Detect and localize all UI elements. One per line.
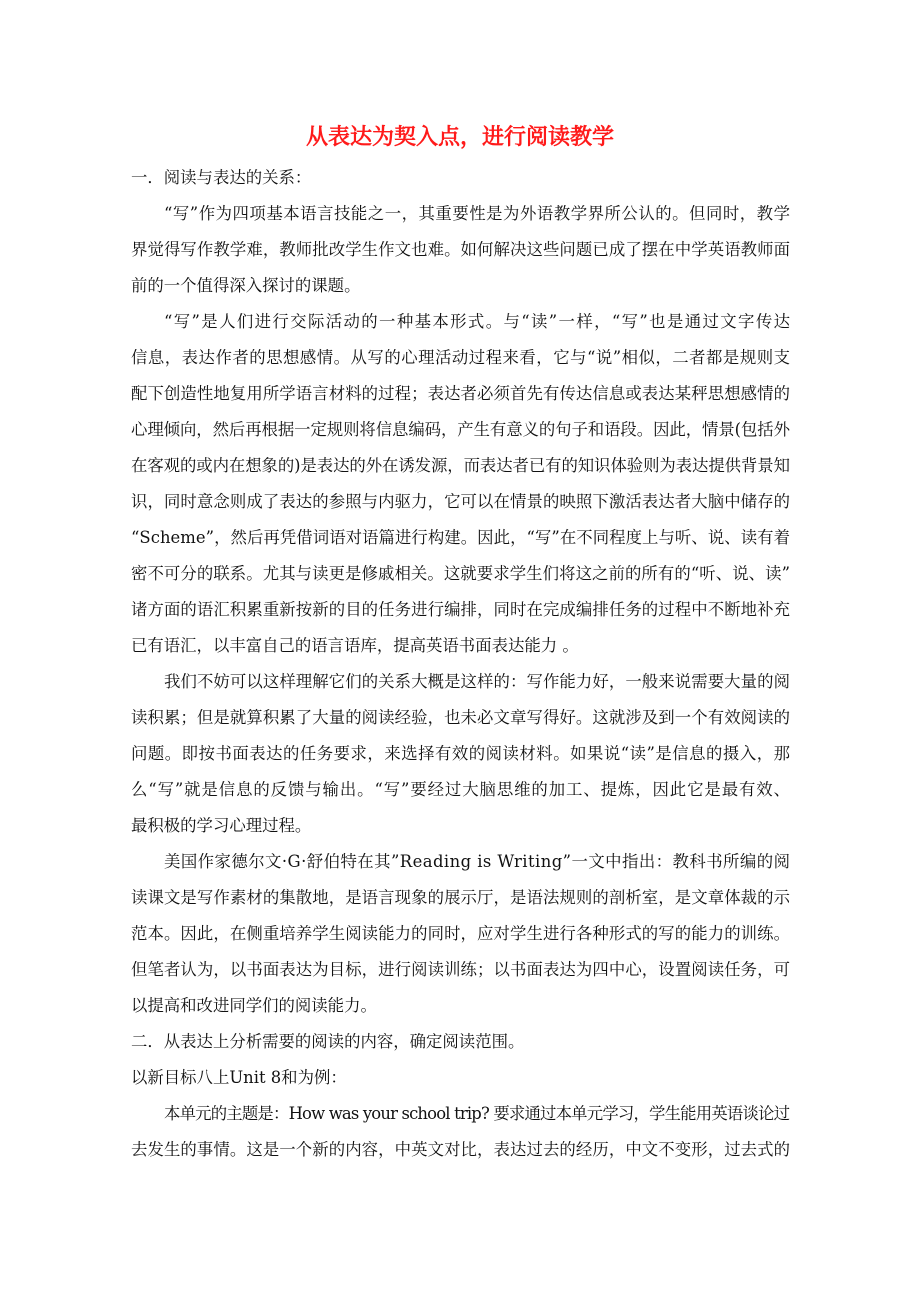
paragraph-line: 读课文是写作素材的集散地，是语言现象的展示厅，是语法规则的剖析室，是文章体裁的示 bbox=[131, 888, 791, 907]
paragraph-line: 以提高和改进同学们的阅读能力。 bbox=[131, 996, 377, 1015]
paragraph-line: 读积累；但是就算积累了大量的阅读经验，也未必文章写得好。这就涉及到一个有效阅读的 bbox=[131, 708, 791, 727]
paragraph-line: “写”是人们进行交际活动的一种基本形式。与“读”一样，“写”也是通过文字传达 bbox=[164, 312, 792, 331]
paragraph-line: 配下创造性地复用所学语言材料的过程；表达者必须首先有传达信息或表达某秤思想感情的 bbox=[131, 384, 791, 403]
paragraph-line: 美国作家德尔文·G·舒伯特在其”Reading is Writing”一文中指出：教科书所编的阅 bbox=[164, 852, 791, 871]
paragraph-line: 但笔者认为，以书面表达为目标，进行阅读训练；以书面表达为四中心，设置阅读任务，可 bbox=[131, 960, 791, 979]
paragraph-line: “Scheme”，然后再凭借词语对语篇进行构建。因此，“写”在不同程度上与听、说、读有着 bbox=[131, 528, 791, 547]
paragraph-line: 界觉得写作教学难，教师批改学生作文也难。如何解决这些问题已成了摆在中学英语教师面 bbox=[131, 240, 791, 259]
paragraph-line: 范本。因此，在侧重培养学生阅读能力的同时，应对学生进行各种形式的写的能力的训练。 bbox=[131, 924, 791, 943]
paragraph-line: 心理倾向，然后再根据一定规则将信息编码，产生有意义的句子和语段。因此，情景(包括外 bbox=[131, 420, 790, 439]
paragraph-line: 前的一个值得深入探讨的课题。 bbox=[131, 276, 361, 295]
section-heading: 二．从表达上分析需要的阅读的内容，确定阅读范围。 bbox=[131, 1032, 525, 1051]
paragraph-line: 去发生的事情。这是一个新的内容，中英文对比，表达过去的经历，中文不变形，过去式的 bbox=[131, 1140, 791, 1159]
paragraph-line: 已有语汇，以丰富自己的语言语库，提高英语书面表达能力 。 bbox=[131, 636, 579, 655]
paragraph-line: 么“写”就是信息的反馈与输出。“写”要经过大脑思维的加工、提炼，因此它是最有效、 bbox=[131, 780, 791, 799]
section-heading: 一．阅读与表达的关系： bbox=[131, 168, 312, 187]
paragraph-line: 我们不妨可以这样理解它们的关系大概是这样的：写作能力好，一般来说需要大量的阅 bbox=[164, 672, 791, 691]
paragraph-line: 问题。即按书面表达的任务要求，来选择有效的阅读材料。如果说“读”是信息的摄入，那 bbox=[131, 744, 791, 763]
paragraph-line: 在客观的或内在想象的)是表达的外在诱发源，而表达者已有的知识体验则为表达提供背景知 bbox=[131, 456, 790, 475]
paragraph-line: “写”作为四项基本语言技能之一，其重要性是为外语教学界所公认的。但同时，教学 bbox=[164, 204, 791, 223]
paragraph-line: 本单元的主题是：How was your school trip? 要求通过本单元学习，学生能用英语谈论过 bbox=[164, 1104, 790, 1123]
paragraph-line: 密不可分的联系。尤其与读更是修戚相关。这就要求学生们将这之前的所有的“听、说、读” bbox=[131, 564, 791, 583]
paragraph-line: 信息，表达作者的思想感情。从写的心理活动过程来看，它与“说”相似，二者都是规则支 bbox=[131, 348, 791, 367]
paragraph-line: 最积极的学习心理过程。 bbox=[131, 816, 312, 835]
paragraph-line: 以新目标八上Unit 8和为例： bbox=[131, 1068, 347, 1087]
document-title: 从表达为契入点，进行阅读教学 bbox=[305, 124, 614, 150]
paragraph-line: 识，同时意念则成了表达的参照与内驱力，它可以在情景的映照下激活表达者大脑中储存的 bbox=[131, 492, 791, 511]
paragraph-line: 诸方面的语汇积累重新按新的目的任务进行编排，同时在完成编排任务的过程中不断地补充 bbox=[131, 600, 791, 619]
